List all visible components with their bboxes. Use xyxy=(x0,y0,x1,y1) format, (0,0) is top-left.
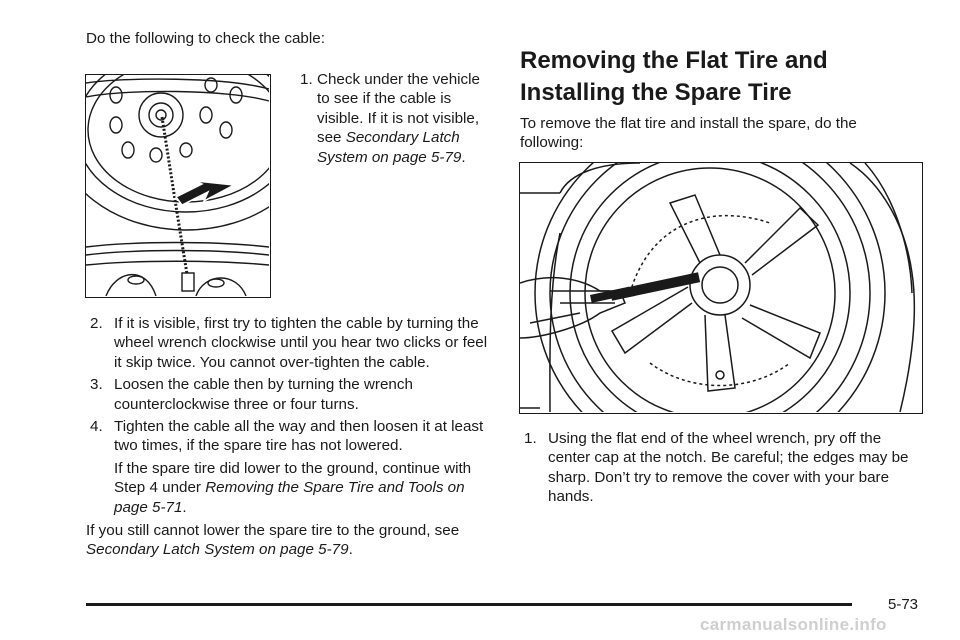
footer-rule xyxy=(86,603,852,606)
list-item: 3. Loosen the cable then by turning the wrench counterclockwise three or four turns. xyxy=(90,376,413,413)
list-item: 1. Using the flat end of the wheel wrench, pry off the center cap at the notch. Be careful; the edges may be sharp. Don’t try to remove the cover with your bare hands. xyxy=(524,430,909,506)
list-item: 2. If it is visible, first try to tighten the cable by turning the wheel wrench clockwise until you hear two clicks or feel it skip twice. You cannot over-tighten the cable. xyxy=(90,315,488,371)
closing-paragraph: If you still cannot lower the spare tire to the ground, see Secondary Latch System on page 5-79. xyxy=(86,522,460,559)
step-1 xyxy=(524,429,924,510)
step-number: 1. xyxy=(300,71,313,88)
section-intro: To remove the flat tire and install the spare, do the following: xyxy=(520,115,857,152)
page-reference-link[interactable]: Secondary Latch System on page 5-79 xyxy=(317,129,462,166)
step-4-note: If the spare tire did lower to the ground, continue with Step 4 under Removing the Spare Tire and Tools on page 5-71. xyxy=(114,459,472,516)
page-reference-link[interactable]: Removing the Spare Tire and Tools on page 5-71 xyxy=(114,479,465,516)
spare-tire-cable-drawing xyxy=(86,75,269,296)
intro-text: Do the following to check the cable: xyxy=(86,30,325,47)
wheel-cap-removal-illustration xyxy=(519,162,923,414)
step-1: 1. Check under the vehicle to see if the cable is visible. If it is not visible, see Secondary Latch System on page 5-79. xyxy=(300,71,480,166)
wheel-cap-removal-drawing xyxy=(520,163,921,412)
page-reference-link[interactable]: Secondary Latch System on page 5-79 xyxy=(86,541,349,559)
watermark: carmanualsonline.info xyxy=(700,615,887,634)
page-number: 5-73 xyxy=(888,596,919,613)
section-heading: Removing the Flat Tire and Installing the Spare Tire xyxy=(520,47,828,106)
step-text: Check under the vehicle to see if the cable is visible. If it is not visible, see xyxy=(317,71,480,147)
list-item: 4. Tighten the cable all the way and then loosen it at least two times, if the spare tire has not lowered. xyxy=(90,418,484,455)
steps-list xyxy=(90,314,490,517)
spare-tire-cable-illustration xyxy=(85,74,271,298)
